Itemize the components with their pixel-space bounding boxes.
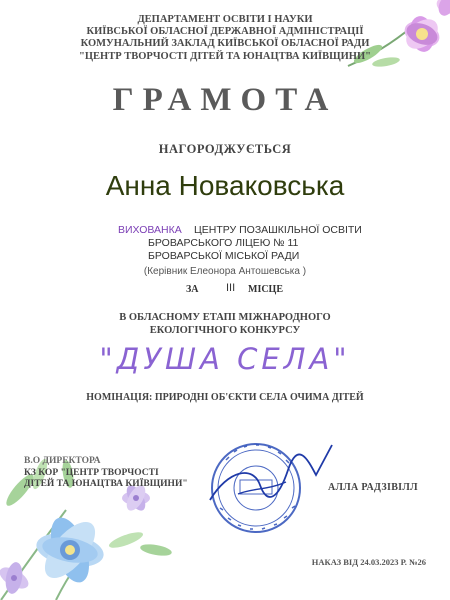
official-seal-stamp: [198, 430, 338, 540]
director-line: КЗ КОР "ЦЕНТР ТВОРЧОСТІ: [24, 467, 159, 478]
stage-line: В ОБЛАСНОМУ ЕТАПІ МІЖНАРОДНОГО: [119, 312, 331, 323]
director-title: [24, 456, 188, 491]
institution-line: БРОВАРСЬКОГО ЛІЦЕЮ № 11: [148, 237, 299, 249]
teacher-leader: (Керівник Елеонора Антошевська ): [143, 266, 307, 277]
contest-name: "ДУША СЕЛА": [99, 342, 351, 376]
signatory-name: АЛЛА РАДЗІВІЛЛ: [328, 482, 418, 493]
recipient-name: Анна Новаковська: [105, 170, 345, 201]
header-line: "ЦЕНТР ТВОРЧОСТІ ДІТЕЙ ТА ЮНАЦТВА КИЇВЩИНИ": [79, 50, 371, 62]
contest-stage: [0, 312, 450, 337]
order-reference: НАКАЗ ВІД 24.03.2023 Р. №26: [311, 557, 426, 567]
header-line: ДЕПАРТАМЕНТ ОСВІТИ І НАУКИ: [137, 14, 313, 25]
awarded-label: НАГОРОДЖУЄТЬСЯ: [158, 142, 292, 156]
stage-line: ЕКОЛОГІЧНОГО КОНКУРСУ: [149, 324, 301, 336]
nomination: НОМІНАЦІЯ: ПРИРОДНІ ОБ'ЄКТИ СЕЛА ОЧИМА ДІТЕЙ: [86, 392, 364, 403]
certificate-title: ГРАМОТА: [112, 82, 338, 118]
pupil-institution: [118, 224, 382, 263]
institution-line: БРОВАРСЬКОЇ МІСЬКОЇ РАДИ: [148, 250, 300, 262]
place-number: III: [226, 282, 236, 294]
header-line: КОМУНАЛЬНИЙ ЗАКЛАД КИЇВСЬКОЇ ОБЛАСНОЇ РАДИ: [80, 38, 370, 50]
institution-line: ЦЕНТРУ ПОЗАШКІЛЬНОЇ ОСВІТИ: [194, 224, 362, 236]
institution-header: [0, 14, 450, 63]
place-prefix: ЗА: [186, 284, 199, 295]
director-line: ДІТЕЙ ТА ЮНАЦТВА КИЇВЩИНИ": [24, 479, 188, 489]
director-line: В.О ДИРЕКТОРА: [24, 456, 101, 466]
header-line: КИЇВСЬКОЇ ОБЛАСНОЇ ДЕРЖАВНОЇ АДМІНІСТРАЦІЇ: [86, 26, 364, 38]
place-suffix: МІСЦЕ: [248, 284, 283, 295]
pupil-label: ВИХОВАНКА: [118, 224, 182, 236]
